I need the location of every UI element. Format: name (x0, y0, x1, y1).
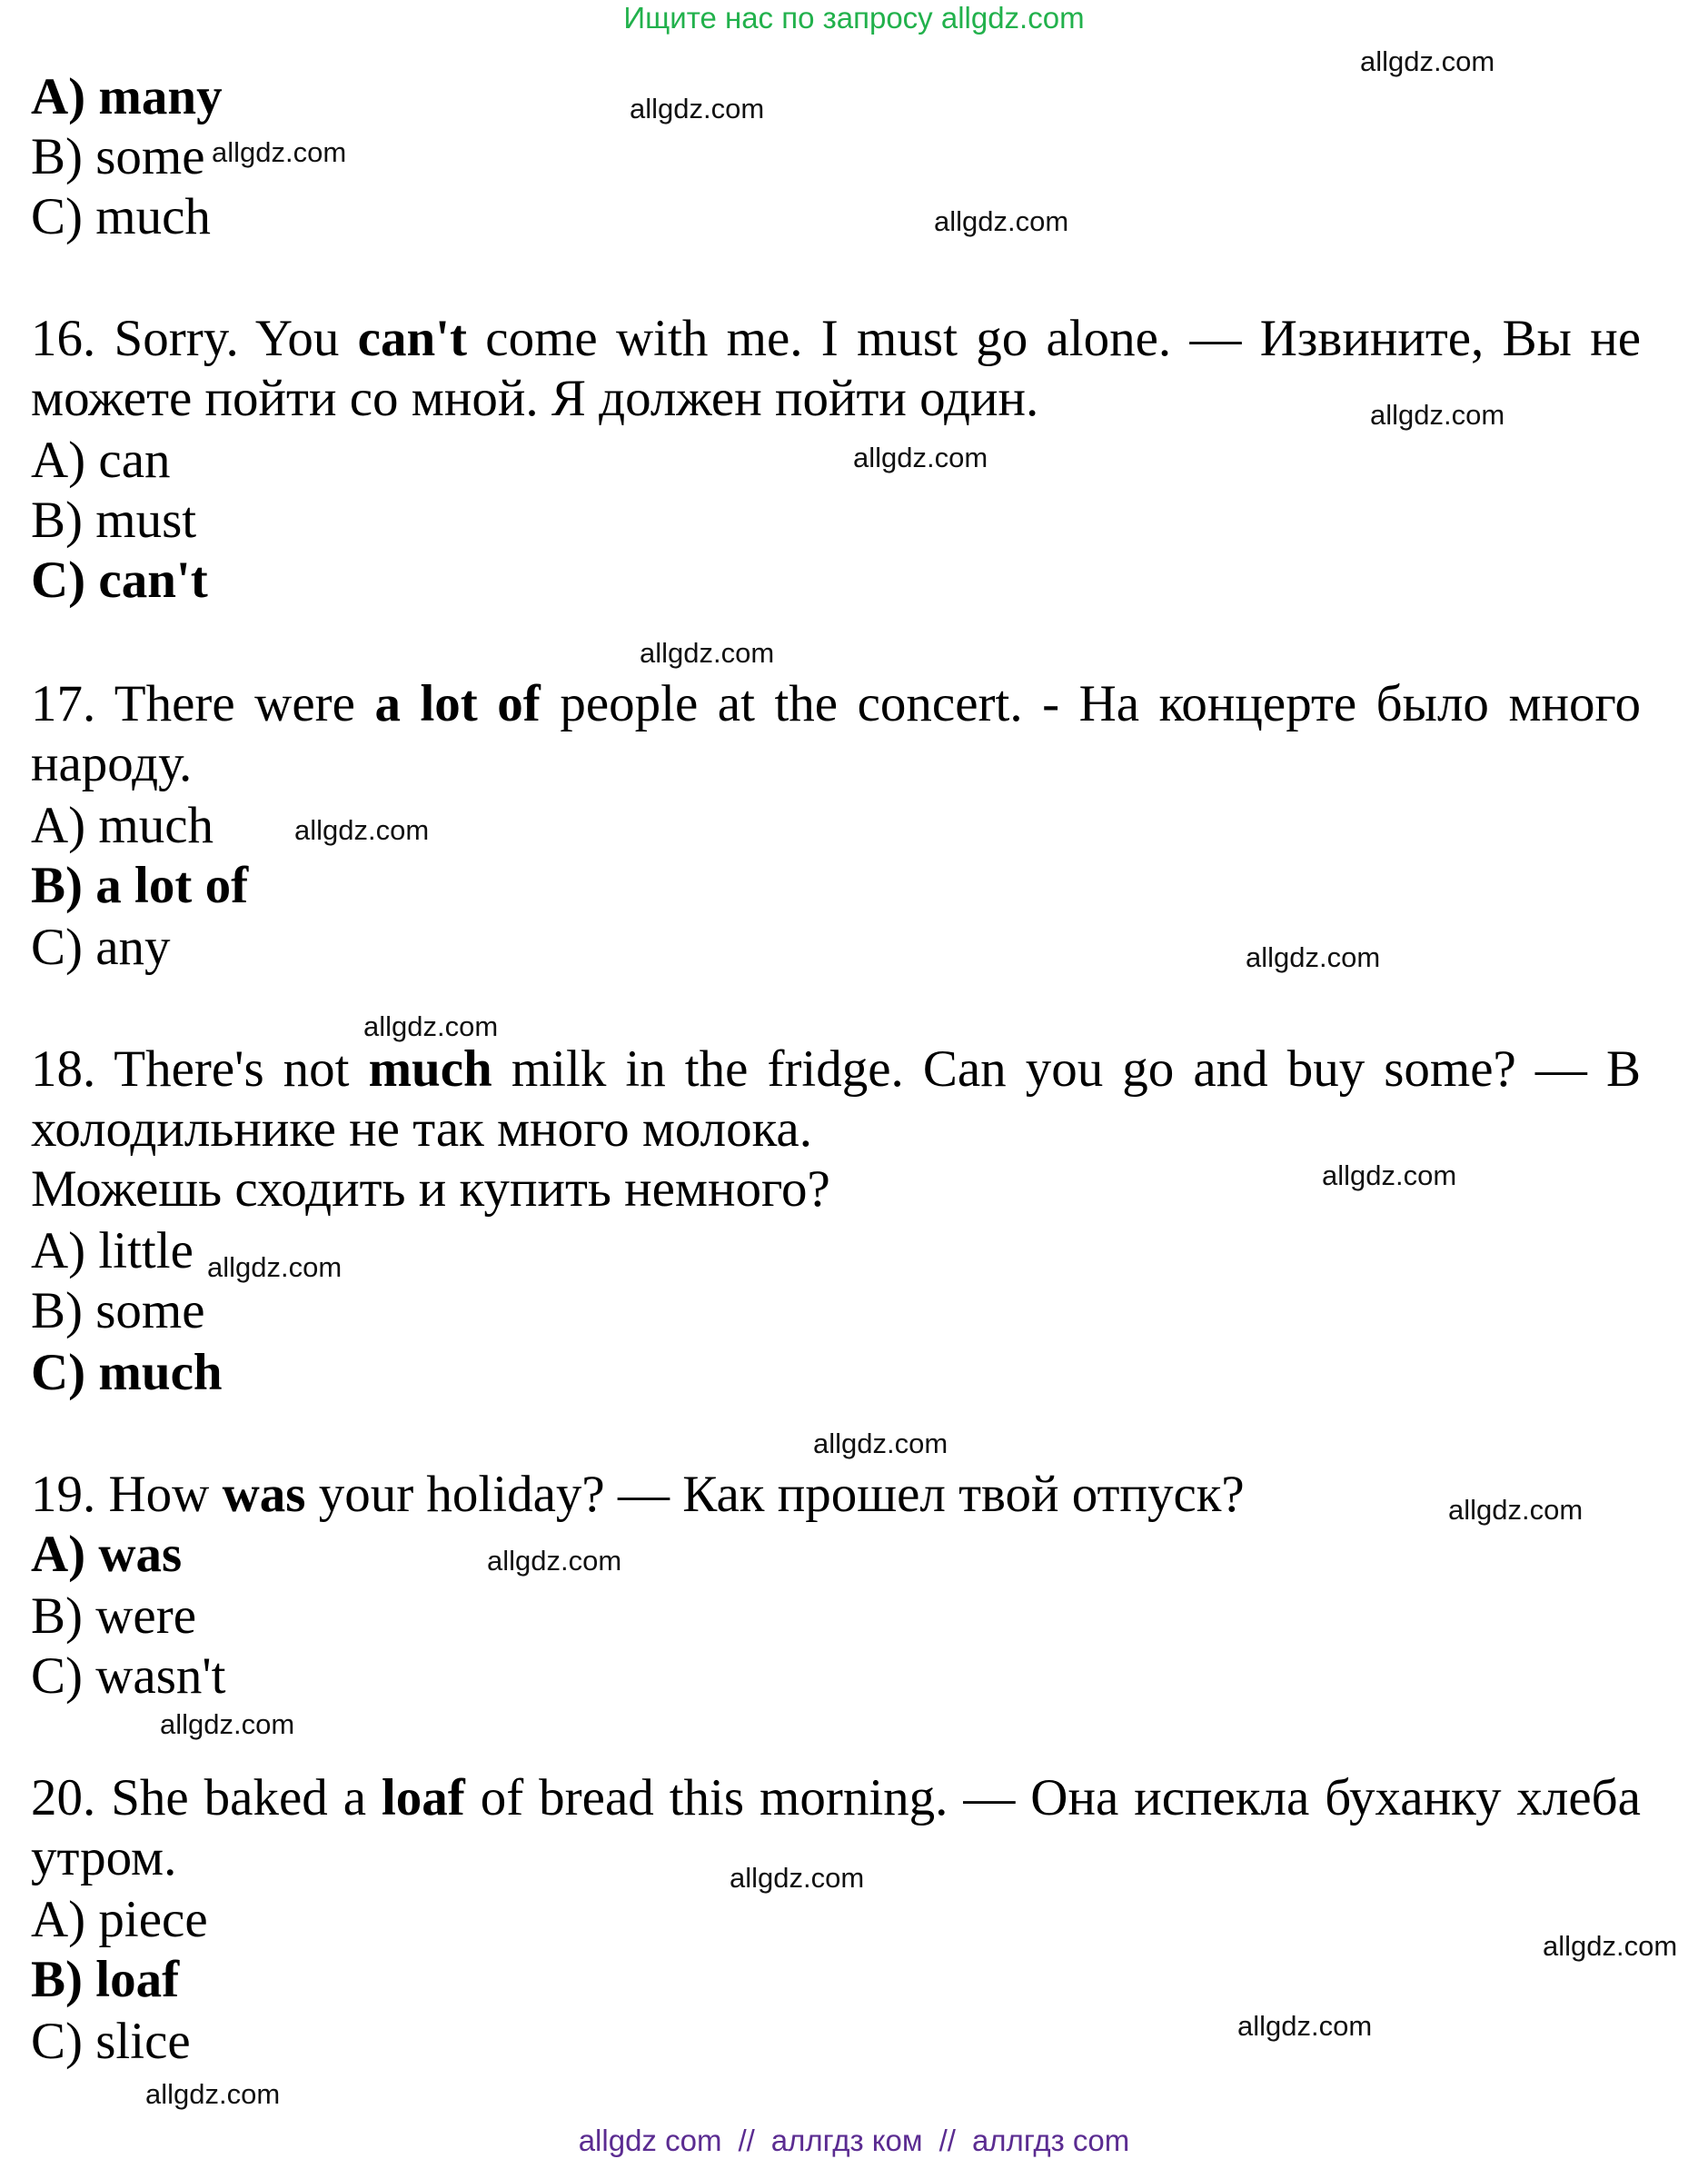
bottom-banner-part: аллгдз ком (770, 2124, 923, 2157)
q20-question-line-2: утром. (31, 1829, 177, 1886)
watermark: allgdz.com (813, 1428, 948, 1459)
q16-text-after: come with me. I must go alone. — Извините, Вы не (467, 310, 1641, 367)
watermark: allgdz.com (363, 1010, 499, 1042)
q20-option-c: C) slice (31, 2013, 191, 2070)
q18-question-line-2: холодильнике не так много молока. (31, 1100, 812, 1158)
watermark: allgdz.com (1322, 1159, 1457, 1191)
watermark: allgdz.com (1360, 45, 1495, 77)
q18-question-line-1 (31, 1040, 1641, 1099)
q16-option-c: C) can't (31, 552, 208, 609)
watermark: allgdz.com (487, 1545, 622, 1577)
watermark: allgdz.com (212, 136, 347, 168)
q18-text-after: milk in the fridge. Can you go and buy some? — В (492, 1040, 1641, 1098)
watermark: allgdz.com (145, 2078, 281, 2110)
q20-answer-highlight: loaf (381, 1769, 465, 1826)
q16-question-line-2: можете пойти со мной. Я должен пойти один. (31, 370, 1039, 427)
q18-answer-highlight: much (368, 1040, 492, 1098)
watermark: allgdz.com (1246, 941, 1381, 973)
bottom-banner (0, 2123, 1708, 2159)
q19-text-before: 19. How (31, 1466, 223, 1523)
q17-option-c: C) any (31, 919, 171, 976)
q17-question-line-1 (31, 674, 1641, 734)
q15-option-c: C) much (31, 188, 211, 245)
q18-option-b: B) some (31, 1282, 205, 1339)
watermark: allgdz.com (207, 1251, 343, 1283)
q20-text-before: 20. She baked a (31, 1769, 382, 1826)
q19-question-line-1 (31, 1465, 1245, 1525)
watermark: allgdz.com (1370, 399, 1505, 431)
watermark: allgdz.com (1448, 1494, 1584, 1526)
q19-option-c: C) wasn't (31, 1647, 226, 1705)
q17-option-b: B) a lot of (31, 857, 249, 914)
q18-option-a: A) little (31, 1222, 194, 1279)
watermark: allgdz.com (294, 814, 430, 846)
bottom-banner-part: allgdz com (578, 2124, 722, 2157)
q16-question-line-1 (31, 309, 1641, 369)
bottom-banner-separator: // (738, 2124, 755, 2157)
q16-option-b: B) must (31, 492, 197, 549)
q19-answer-highlight: was (222, 1466, 306, 1523)
watermark: allgdz.com (730, 1862, 865, 1894)
q16-text-before: 16. Sorry. You (31, 310, 358, 367)
watermark: allgdz.com (640, 637, 775, 669)
top-banner: Ищите нас по запросу allgdz.com (623, 1, 1085, 35)
q15-option-b: B) some (31, 128, 205, 185)
q16-answer-highlight: can't (357, 310, 467, 367)
q19-text-after: your holiday? — Как прошел твой отпуск? (305, 1466, 1245, 1523)
watermark: allgdz.com (934, 205, 1069, 237)
q15-option-a: A) many (31, 68, 223, 125)
q17-text-after: people at the concert. - На концерте было много (540, 675, 1641, 732)
q18-text-before: 18. There's not (31, 1040, 369, 1098)
q20-option-a: A) piece (31, 1891, 208, 1948)
watermark: allgdz.com (160, 1708, 295, 1740)
q17-question-line-2: народу. (31, 735, 193, 792)
watermark: allgdz.com (1543, 1930, 1678, 1962)
q17-option-a: A) much (31, 797, 214, 854)
q17-text-before: 17. There were (31, 675, 375, 732)
bottom-banner-separator: // (938, 2124, 956, 2157)
q20-option-b: B) loaf (31, 1951, 180, 2008)
q19-option-b: B) were (31, 1587, 196, 1645)
q17-answer-highlight: a lot of (374, 675, 541, 732)
bottom-banner-part: аллгдз com (971, 2124, 1130, 2157)
q19-option-a: A) was (31, 1526, 183, 1583)
q18-option-c: C) much (31, 1344, 223, 1401)
q16-option-a: A) can (31, 432, 171, 489)
q18-question-line-3: Можешь сходить и купить немного? (31, 1160, 830, 1218)
q20-text-after: of bread this morning. — Она испекла буханку хлеба (464, 1769, 1641, 1826)
watermark: allgdz.com (1237, 2010, 1373, 2042)
watermark: allgdz.com (630, 93, 765, 124)
watermark: allgdz.com (853, 442, 988, 473)
q20-question-line-1 (31, 1768, 1641, 1828)
